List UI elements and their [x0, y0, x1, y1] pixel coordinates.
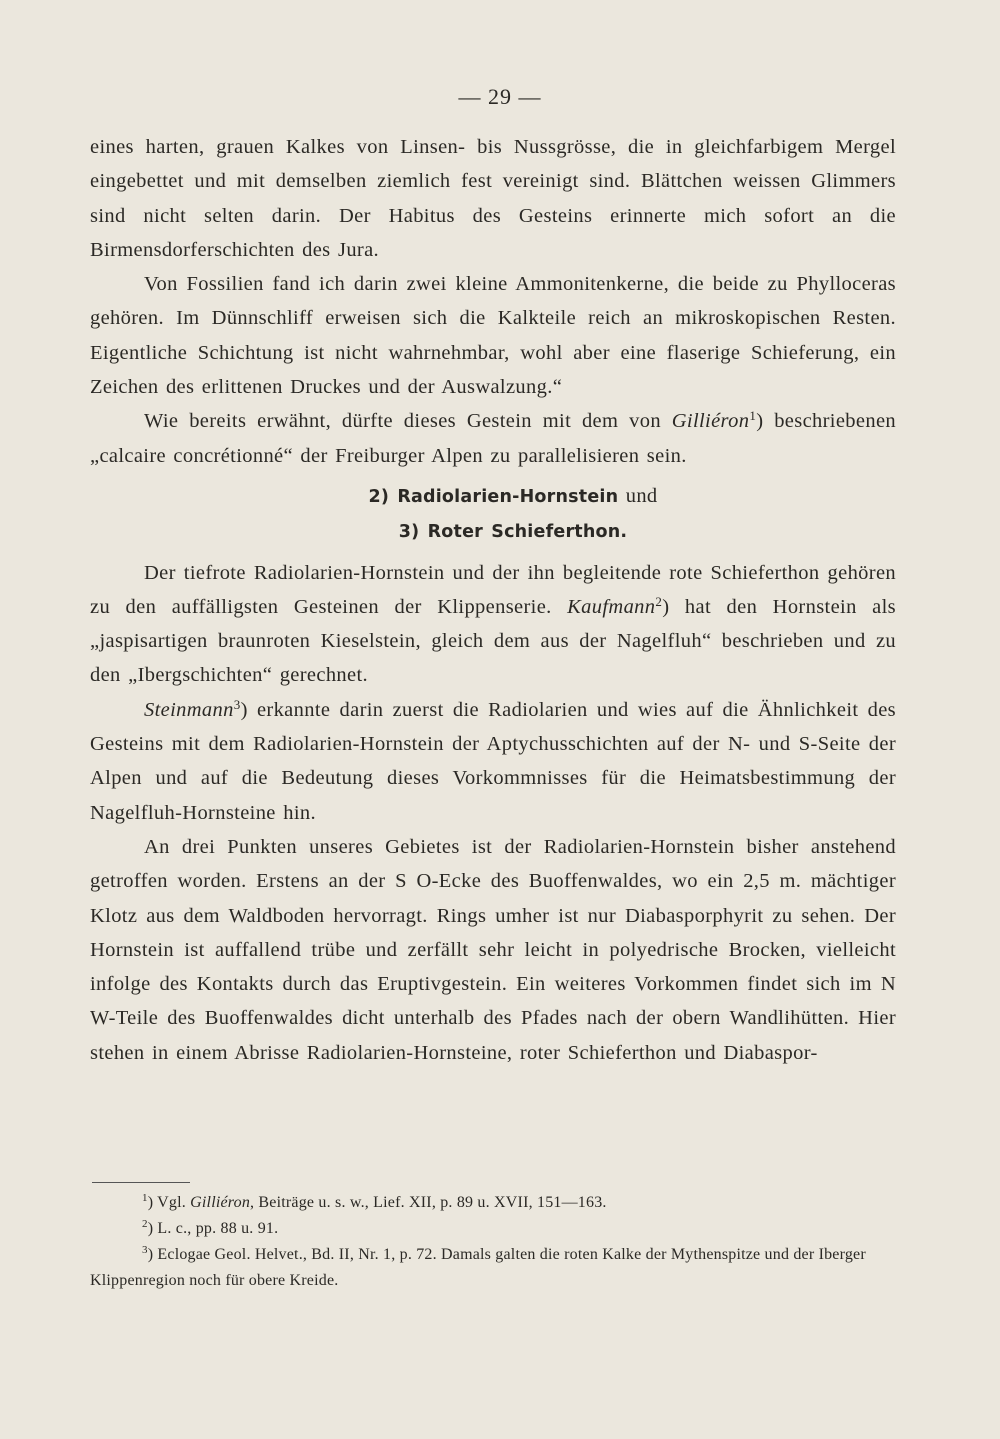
section-heading: 2) Radiolarien-Hornstein und	[368, 484, 658, 507]
text-run: Der tiefrote Radiolarien-Hornstein und der ihn begleitende rote Schieferthon gehören zu den auffälligsten Gesteinen der Klippenserie.	[90, 561, 896, 618]
text-run: ) L. c., pp. 88 u. 91.	[147, 1220, 279, 1237]
text-run: ) Vgl.	[147, 1194, 191, 1211]
footnote-marker: 1	[749, 408, 757, 424]
footnotes	[90, 1190, 896, 1294]
paragraph	[90, 404, 896, 473]
footnote	[90, 1242, 896, 1294]
author-name: Steinmann	[144, 698, 234, 721]
text-run: ) Eclogae Geol. Helvet., Bd. II, Nr. 1, p. 72. Damals galten die roten Kalke der Mythenspitze und der Iberger Klippenregion noch für obere Kreide.	[90, 1246, 866, 1289]
footnote-marker: 1	[142, 1192, 148, 1204]
footnote-marker: 3	[233, 696, 241, 712]
paragraph	[90, 693, 896, 830]
paragraph	[90, 830, 896, 1070]
footnote	[90, 1190, 896, 1216]
footnote-rule	[92, 1182, 190, 1183]
footnote-marker: 3	[142, 1244, 148, 1256]
author-name: Gilliéron	[190, 1194, 251, 1211]
section-heading: 3) Roter Schieferthon.	[398, 522, 628, 543]
author-name: Kaufmann	[567, 595, 656, 618]
footnote	[90, 1216, 896, 1242]
paragraph	[90, 267, 896, 404]
text-run: Wie bereits erwähnt, dürfte dieses Gestein mit dem von	[144, 410, 672, 433]
text-run: eines harten, grauen Kalkes von Linsen- bis Nussgrösse, die in gleichfarbigem Mergel eingebettet und mit demselben ziemlich fest vereinigt sind. Blättchen weissen Glimmers sind nicht selten darin. Der Habitus des Gesteins erinnerte mich sofort an die Birmensdorferschichten des Jura.	[90, 136, 896, 261]
body-text	[90, 130, 896, 1070]
page-number: — 29 —	[458, 84, 542, 109]
footnote-marker: 2	[142, 1218, 148, 1230]
paragraph	[90, 130, 896, 267]
text-run: An drei Punkten unseres Gebietes ist der Radiolarien-Hornstein bisher anstehend getroffen worden. Erstens an der S O-Ecke des Buoffenwaldes, wo ein 2,5 m. mächtiger Klotz aus dem Waldboden hervorragt. Rings umher ist nur Diabasporphyrit zu sehen. Der Hornstein ist auffallend trübe und zerfällt sehr leicht in polyedrische Brocken, vielleicht infolge des Kontakts durch das Eruptivgestein. Ein weiteres Vorkommen findet sich im N W-Teile des Buoffenwaldes dicht unterhalb des Pfades nach der obern Wandlihütten. Hier stehen in einem Abrisse Radiolarien-Hornsteine, roter Schieferthon und Diabaspor-	[90, 835, 896, 1064]
text-run: ) erkannte darin zuerst die Radiolarien und wies auf die Ähnlichkeit des Gesteins mit dem Radiolarien-Hornstein der Aptychusschichten auf der N- und S-Seite der Alpen und auf die Bedeutung dieses Vorkommnisses für die Heimatsbestimmung der Nagelfluh-Hornsteine hin.	[90, 698, 896, 824]
text-run: ) beschriebenen „calcaire concrétionné“ der Freiburger Alpen zu parallelisieren sein.	[90, 410, 896, 467]
section-headings	[90, 479, 896, 550]
text-run: Von Fossilien fand ich darin zwei kleine Ammonitenkerne, die beide zu Phylloceras gehören. Im Dünnschliff erweisen sich die Kalkteile reich an mikroskopischen Resten. Eigentliche Schichtung ist nicht wahrnehmbar, wohl aber eine flaserige Schieferung, ein Zeichen des erlittenen Druckes und der Auswalzung.“	[90, 273, 896, 399]
author-name: Gilliéron	[671, 410, 750, 433]
text-run: , Beiträge u. s. w., Lief. XII, p. 89 u. XVII, 151—163.	[250, 1194, 607, 1211]
text-run: ) hat den Hornstein als „jaspisartigen braunroten Kieselstein, gleich dem aus der Nagelfluh“ beschrieben und zu den „Ibergschichten“ gerechnet.	[90, 595, 896, 687]
paragraph	[90, 556, 896, 693]
footnote-marker: 2	[655, 593, 663, 609]
